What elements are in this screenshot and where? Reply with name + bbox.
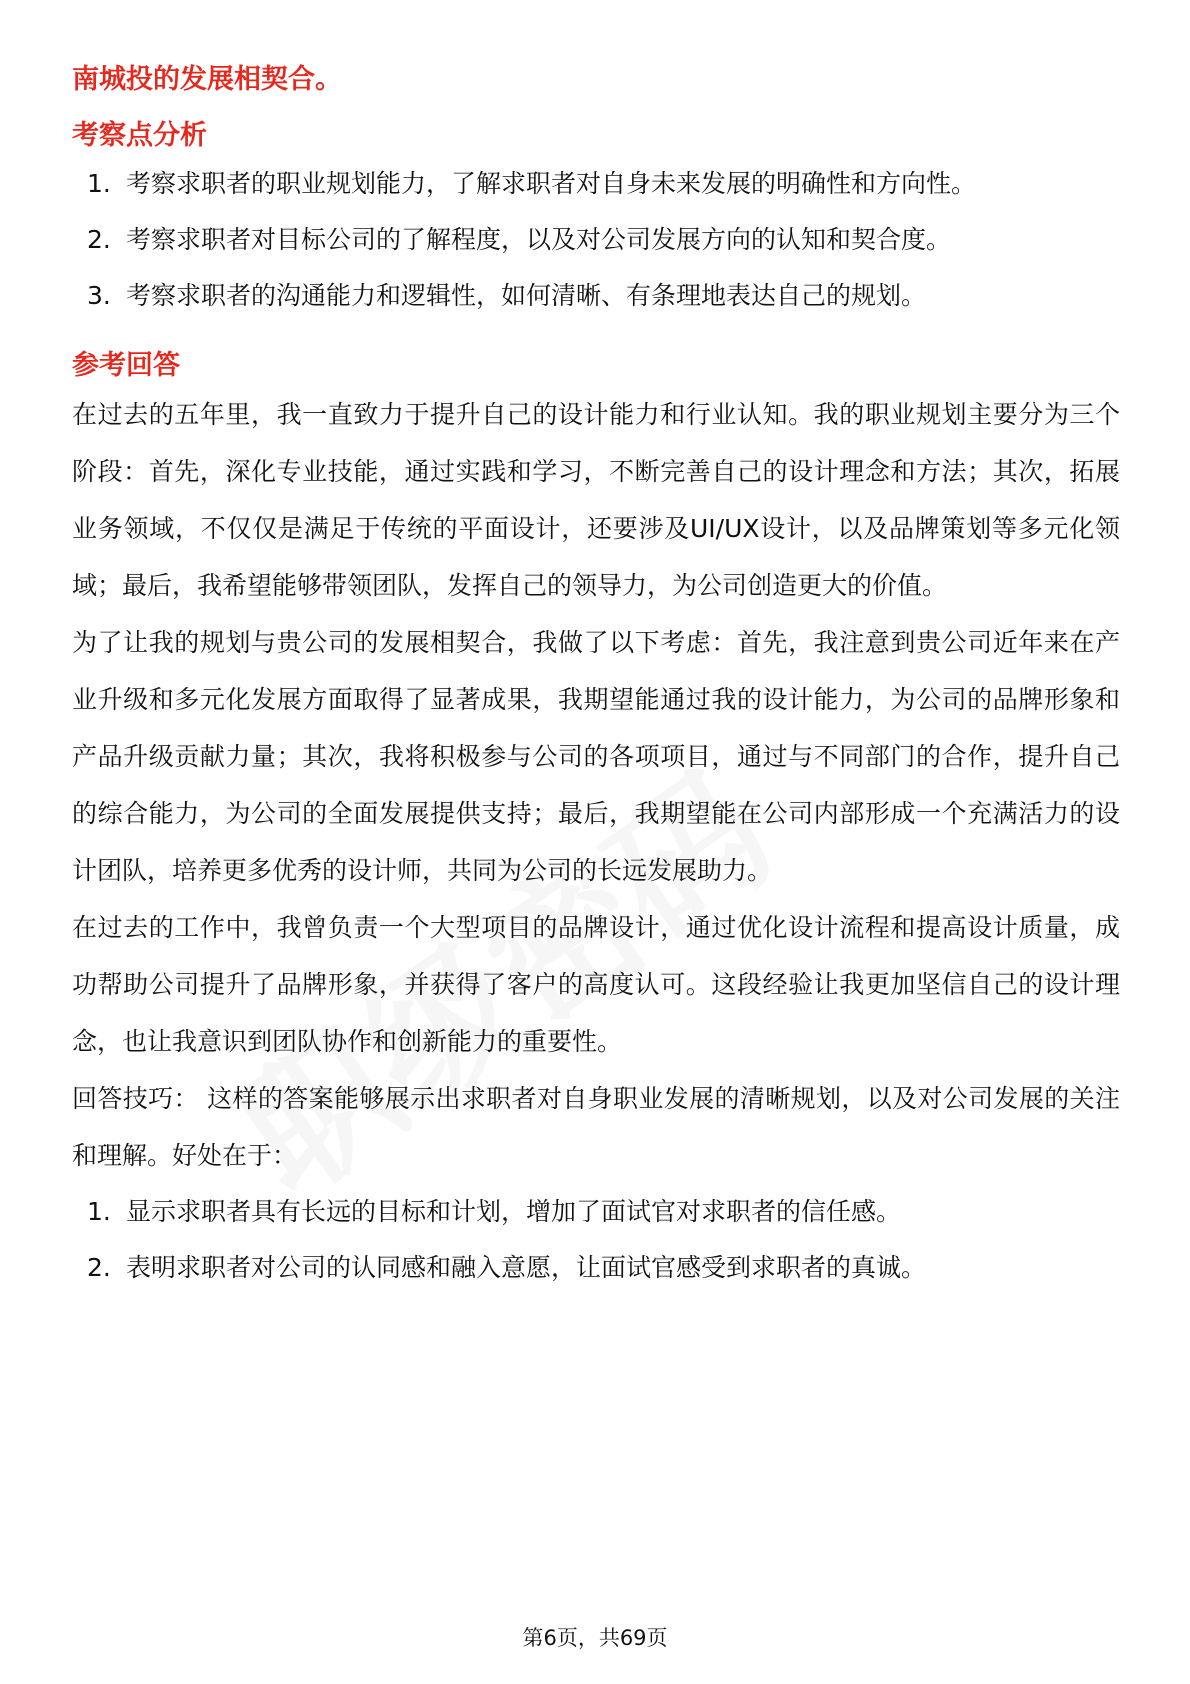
list-number: 2. <box>87 225 111 254</box>
list-text: 显示求职者具有长远的目标和计划，增加了面试官对求职者的信任感。 <box>126 1197 902 1226</box>
list-text: 考察求职者对目标公司的了解程度，以及对公司发展方向的认知和契合度。 <box>126 225 952 254</box>
list-text: 考察求职者的沟通能力和逻辑性，如何清晰、有条理地表达自己的规划。 <box>126 281 927 310</box>
list-number: 1. <box>87 1197 111 1226</box>
list-item <box>72 156 1120 212</box>
page-number: 第6页，共69页 <box>522 1626 668 1650</box>
list-item <box>72 1240 1120 1296</box>
list-item <box>72 212 1120 268</box>
answer-tips-paragraph: 回答技巧： 这样的答案能够展示出求职者对自身职业发展的清晰规划，以及对公司发展的关注和理解。好处在于： <box>72 1084 1120 1170</box>
answer-paragraph: 为了让我的规划与贵公司的发展相契合，我做了以下考虑：首先，我注意到贵公司近年来在产业升级和多元化发展方面取得了显著成果，我期望能通过我的设计能力，为公司的品牌形象和产品升级贡献力量；其次，我将积极参与公司的各项项目，通过与不同部门的合作，提升自己的综合能力，为公司的全面发展提供支持；最后，我期望能在公司内部形成一个充满活力的设计团队，培养更多优秀的设计师，共同为公司的长远发展助力。 <box>72 628 1120 885</box>
list-number: 1. <box>87 169 111 198</box>
analysis-heading: 考察点分析 <box>72 120 207 151</box>
list-number: 3. <box>87 281 111 310</box>
analysis-list <box>72 156 1120 324</box>
list-text: 表明求职者对公司的认同感和融入意愿，让面试官感受到求职者的真诚。 <box>126 1253 927 1282</box>
list-item <box>72 1184 1120 1240</box>
answer-paragraph: 在过去的工作中，我曾负责一个大型项目的品牌设计，通过优化设计流程和提高设计质量，成功帮助公司提升了品牌形象，并获得了客户的高度认可。这段经验让我更加坚信自己的设计理念，也让我意识到团队协作和创新能力的重要性。 <box>72 913 1120 1056</box>
list-item <box>72 268 1120 324</box>
tips-list <box>72 1184 1120 1296</box>
document-page <box>72 52 1120 1296</box>
answer-paragraph: 在过去的五年里，我一直致力于提升自己的设计能力和行业认知。我的职业规划主要分为三个阶段：首先，深化专业技能，通过实践和学习，不断完善自己的设计理念和方法；其次，拓展业务领域，不仅仅是满足于传统的平面设计，还要涉及UI/UX设计，以及品牌策划等多元化领域；最后，我希望能够带领团队，发挥自己的领导力，为公司创造更大的价值。 <box>72 400 1120 600</box>
list-number: 2. <box>87 1253 111 1282</box>
list-text: 考察求职者的职业规划能力，了解求职者对自身未来发展的明确性和方向性。 <box>126 169 977 198</box>
answer-heading: 参考回答 <box>72 350 180 381</box>
top-heading: 南城投的发展相契合。 <box>72 64 342 95</box>
